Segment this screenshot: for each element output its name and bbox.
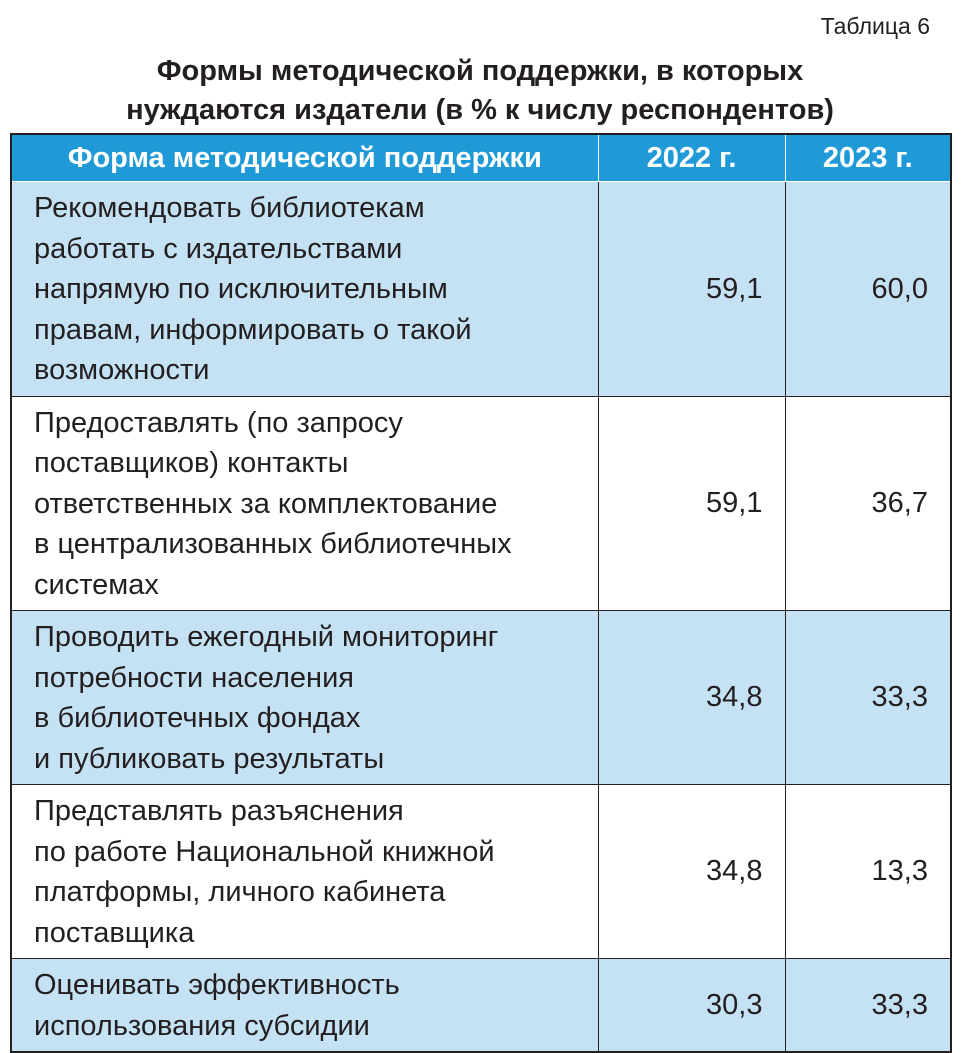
row-label bbox=[11, 182, 598, 397]
table-row bbox=[11, 182, 951, 397]
row-label-line: по работе Национальной книжной bbox=[34, 835, 495, 868]
row-label-line: напрямую по исключительным bbox=[34, 273, 448, 305]
row-label-line: поставщиков) контакты bbox=[34, 447, 349, 479]
caption-line-2: нуждаются издатели (в % к числу респондентов) bbox=[126, 94, 834, 126]
row-label-line: Рекомендовать библиотекам bbox=[34, 192, 425, 224]
row-label-line: работать с издательствами bbox=[34, 232, 403, 265]
table-number: Таблица 6 bbox=[820, 13, 930, 39]
table-row bbox=[11, 611, 951, 785]
row-label bbox=[11, 785, 598, 959]
header-2022: 2022 г. bbox=[598, 134, 785, 182]
row-label bbox=[11, 959, 598, 1053]
table-row bbox=[11, 396, 951, 611]
row-label-line: использования субсидии bbox=[34, 1009, 370, 1042]
value-2023: 33,3 bbox=[785, 959, 951, 1053]
row-label-line: Представлять разъяснения bbox=[34, 795, 404, 827]
row-label-line: Предоставлять (по запросу bbox=[34, 406, 403, 439]
value-2022: 34,8 bbox=[598, 611, 785, 785]
row-label-line: и публиковать результаты bbox=[34, 742, 385, 775]
row-label-line: Оценивать эффективность bbox=[34, 969, 400, 1001]
row-label-line: системах bbox=[34, 568, 159, 601]
header-row bbox=[11, 134, 951, 182]
row-label-line: поставщика bbox=[34, 916, 195, 949]
table-caption bbox=[10, 52, 950, 130]
row-label-line: ответственных за комплектование bbox=[34, 487, 498, 520]
row-label bbox=[11, 396, 598, 611]
value-2022: 30,3 bbox=[598, 959, 785, 1053]
value-2023: 60,0 bbox=[785, 182, 951, 397]
row-label-line: правам, информировать о такой bbox=[34, 313, 472, 346]
row-label-line: потребности населения bbox=[34, 661, 354, 694]
table-row bbox=[11, 785, 951, 959]
value-2023: 13,3 bbox=[785, 785, 951, 959]
table-row bbox=[11, 959, 951, 1053]
row-label-line: платформы, личного кабинета bbox=[34, 876, 446, 908]
value-2023: 33,3 bbox=[785, 611, 951, 785]
value-2022: 59,1 bbox=[598, 182, 785, 397]
row-label bbox=[11, 611, 598, 785]
value-2022: 59,1 bbox=[598, 396, 785, 611]
caption-line-1: Формы методической поддержки, в которых bbox=[156, 55, 804, 87]
row-label-line: в централизованных библиотечных bbox=[34, 528, 512, 560]
header-2023: 2023 г. bbox=[785, 134, 951, 182]
value-2022: 34,8 bbox=[598, 785, 785, 959]
value-2023: 36,7 bbox=[785, 396, 951, 611]
row-label-line: в библиотечных фондах bbox=[34, 702, 361, 734]
row-label-line: Проводить ежегодный мониторинг bbox=[34, 621, 499, 653]
support-forms-table bbox=[10, 133, 952, 1053]
row-label-line: возможности bbox=[34, 354, 210, 386]
header-form: Форма методической поддержки bbox=[11, 134, 598, 182]
